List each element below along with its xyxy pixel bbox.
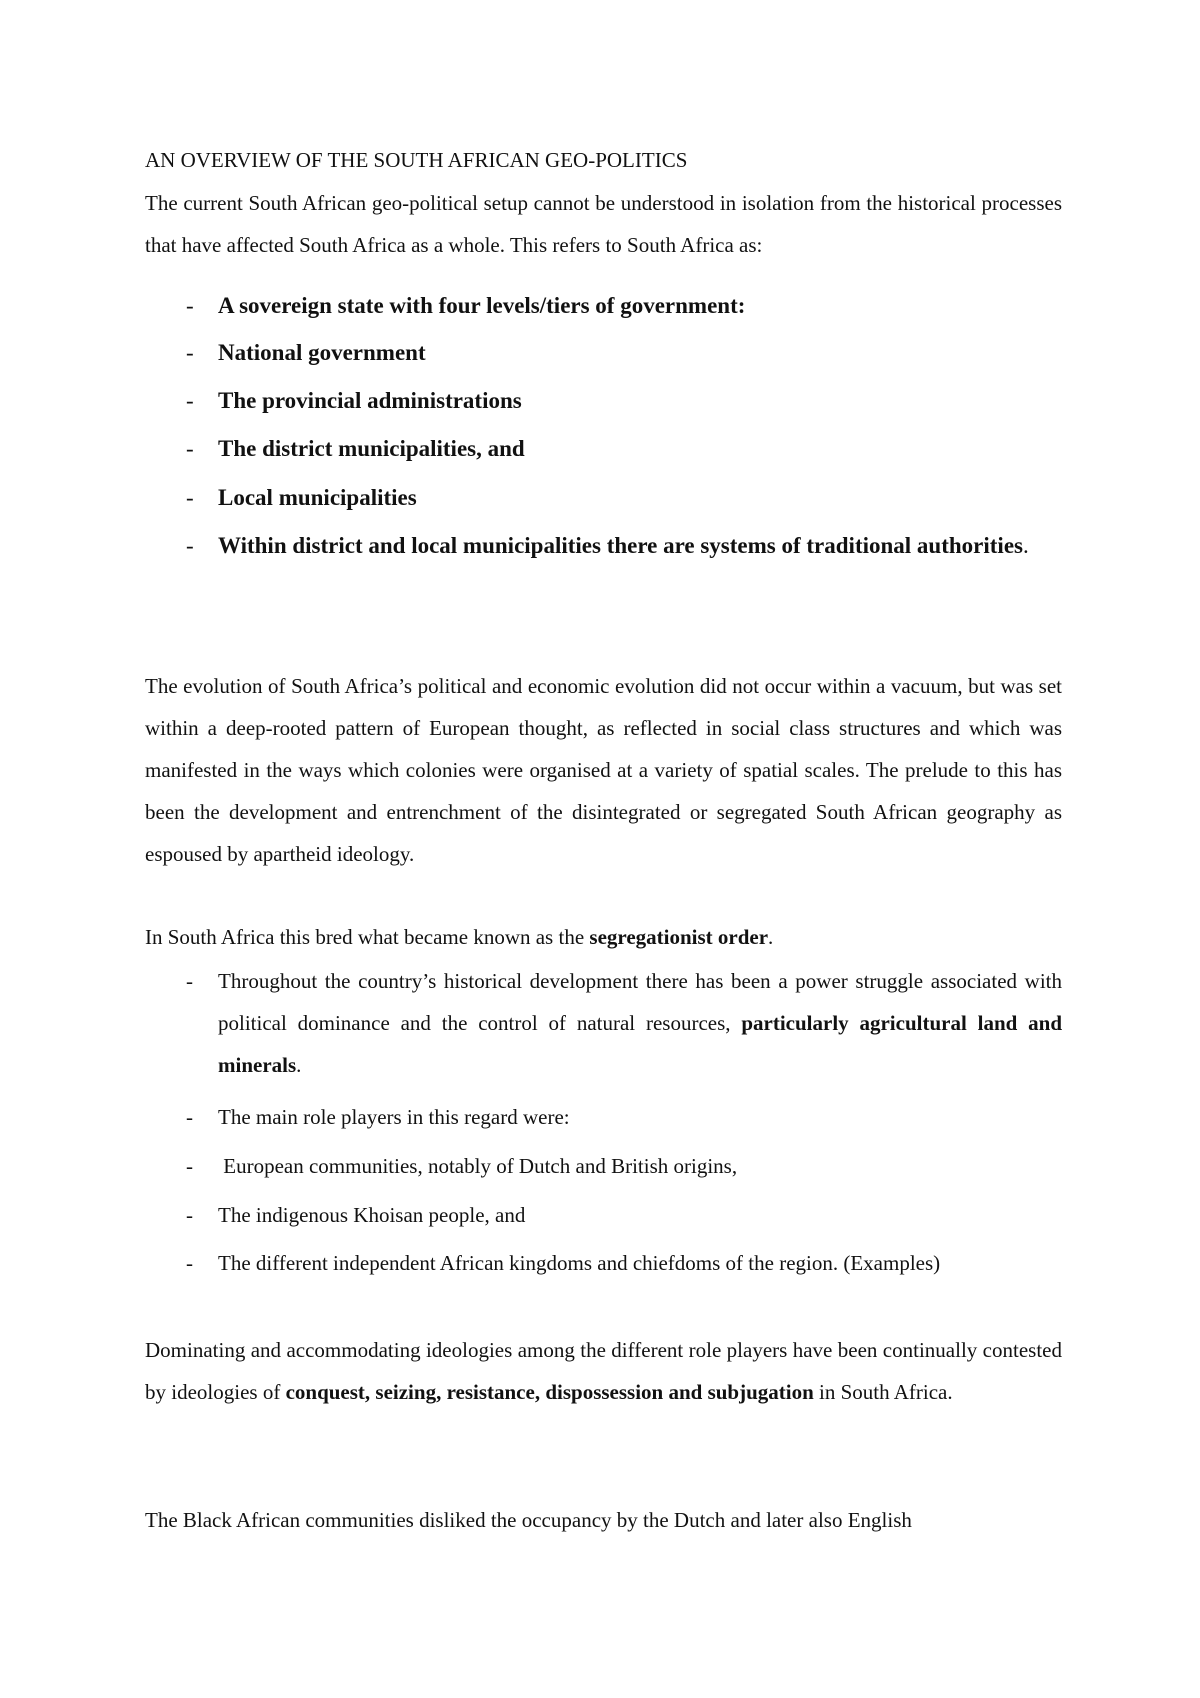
list-item: The indigenous Khoisan people, and	[218, 1203, 526, 1227]
list-item: The district municipalities, and	[218, 436, 525, 461]
list-dash: -	[186, 340, 194, 365]
list-item-period: .	[1022, 533, 1029, 558]
text-run: .	[296, 1053, 302, 1077]
list-dash: -	[186, 969, 193, 993]
list-item	[218, 960, 1062, 1086]
list-dash: -	[186, 1251, 193, 1275]
list-dash: -	[186, 293, 194, 318]
page-title: AN OVERVIEW OF THE SOUTH AFRICAN GEO-POLITICS	[145, 148, 688, 172]
list-dash: -	[186, 388, 194, 413]
list-dash: -	[186, 436, 194, 461]
list-item: The main role players in this regard were:	[218, 1105, 570, 1129]
list-item: Local municipalities	[218, 485, 417, 510]
list-item: National government	[218, 340, 426, 365]
evolution-paragraph: The evolution of South Africa’s political and economic evolution did not occur within a vacuum, but was set within a deep-rooted pattern of European thought, as reflected in social class structures and which was manifested in the ways which colonies were organised at a variety of spatial scales. The prelude to this has been the development and entrenchment of the disintegrated or segregated South African geography as espoused by apartheid ideology.	[145, 674, 1062, 866]
bold-run: particularly agricultural land and minerals	[218, 1011, 1063, 1077]
list-dash: -	[186, 1203, 193, 1227]
segregation-paragraph	[145, 916, 1062, 958]
text-run: in South Africa.	[813, 1380, 953, 1404]
text-run: .	[768, 925, 774, 949]
bold-run: segregationist order	[589, 925, 769, 949]
intro-paragraph: The current South African geo-political setup cannot be understood in isolation from the historical processes that have affected South Africa as a whole. This refers to South Africa as:	[145, 191, 1062, 257]
list-item	[218, 522, 1062, 570]
text-run: Throughout the country’s historical development there has been a power struggle associated with political dominance and the control of natural resources,	[218, 969, 1062, 1035]
list-dash: -	[186, 1154, 193, 1178]
list-dash: -	[186, 485, 194, 510]
ideologies-paragraph	[145, 1329, 1062, 1413]
list-item: The provincial administrations	[218, 388, 522, 413]
text-run: Dominating and accommodating ideologies among the different role players have been continually contested by ideologies of	[145, 1338, 1062, 1404]
bold-run: conquest, seizing, resistance, dispossession and subjugation	[285, 1380, 814, 1404]
list-dash: -	[186, 1105, 193, 1129]
list-item: European communities, notably of Dutch and British origins,	[218, 1154, 738, 1178]
list-item-text: Within district and local municipalities there are systems of traditional authorities	[218, 533, 1023, 558]
list-item: A sovereign state with four levels/tiers of government:	[218, 293, 746, 318]
list-item: The different independent African kingdoms and chiefdoms of the region. (Examples)	[218, 1251, 941, 1275]
text-run: In South Africa this bred what became known as the	[145, 925, 590, 949]
list-dash: -	[186, 533, 194, 558]
closing-paragraph: The Black African communities disliked the occupancy by the Dutch and later also English	[145, 1508, 912, 1532]
